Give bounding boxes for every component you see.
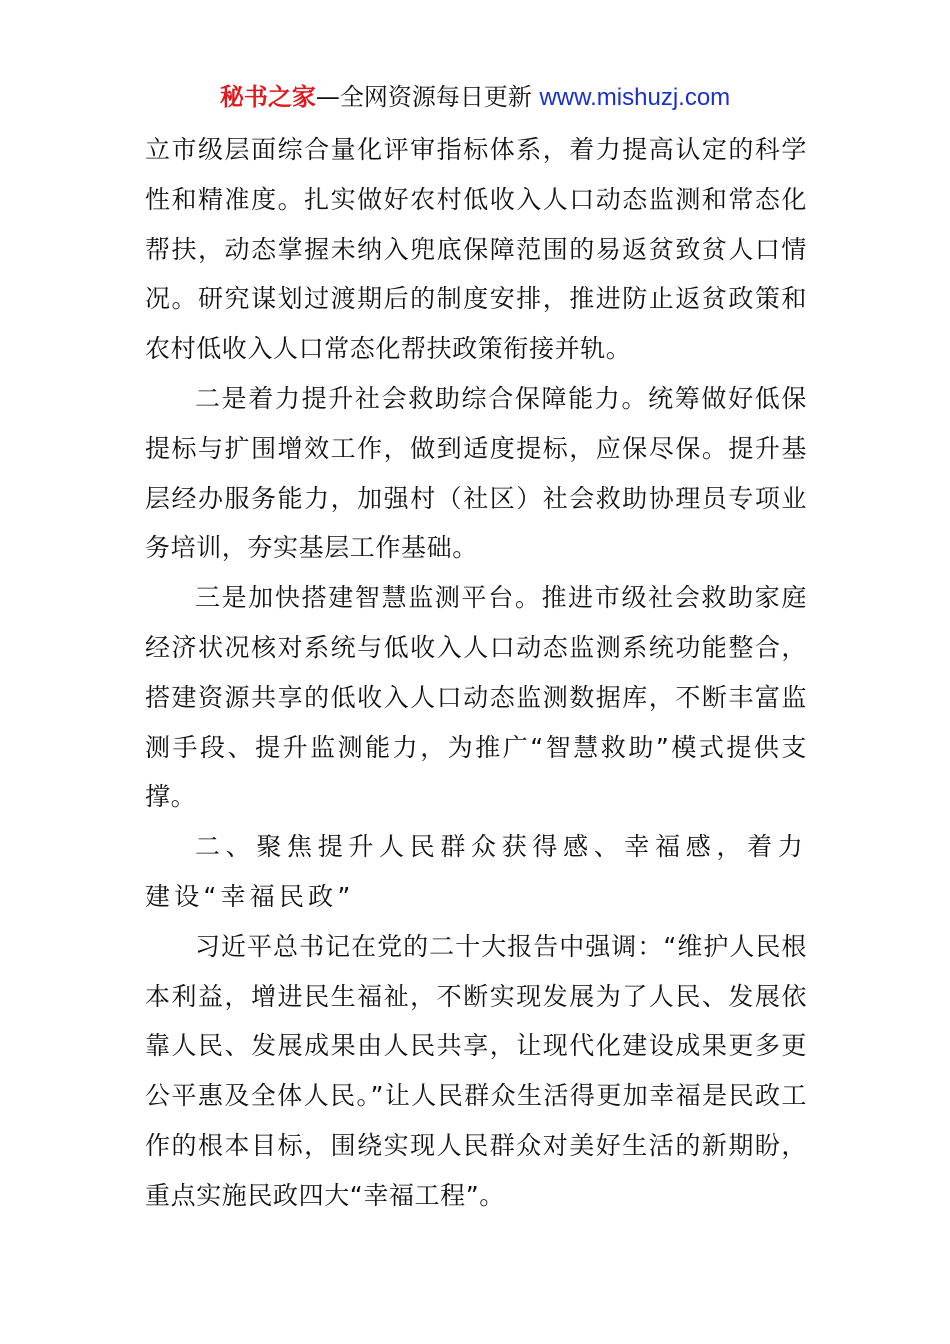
site-header — [0, 80, 950, 115]
site-url[interactable]: www.mishuzj.com — [539, 84, 731, 111]
brand-name: 秘书之家 — [219, 83, 316, 111]
header-slogan: —全网资源每日更新 — [315, 83, 532, 111]
document-body — [145, 125, 807, 1221]
paragraph-quote: 习近平总书记在党的二十大报告中强调：“维护人民根本利益，增进民生福祉，不断实现发展为了人民、发展依靠人民、发展成果由人民共享，让现代化建设成果更多更公平惠及全体人民。”让人民群众生活得更加幸福是民政工作的根本目标，围绕实现人民群众对美好生活的新期盼，重点实施民政四大“幸福工程”。 — [145, 931, 807, 1210]
paragraph-point-two: 二是着力提升社会救助综合保障能力。统筹做好低保提标与扩围增效工作，做到适度提标，应保尽保。提升基层经办服务能力，加强村（社区）社会救助协理员专项业务培训，夯实基层工作基础。 — [145, 383, 807, 563]
paragraph-continuation: 立市级层面综合量化评审指标体系，着力提高认定的科学性和精准度。扎实做好农村低收入人口动态监测和常态化帮扶，动态掌握未纳入兜底保障范围的易返贫致贫人口情况。研究谋划过渡期后的制度安排，推进防止返贫政策和农村低收入人口常态化帮扶政策衔接并轨。 — [145, 135, 807, 364]
paragraph-point-three: 三是加快搭建智慧监测平台。推进市级社会救助家庭经济状况核对系统与低收入人口动态监测系统功能整合，搭建资源共享的低收入人口动态监测数据库，不断丰富监测手段、提升监测能力，为推广“智慧救助”模式提供支撑。 — [145, 583, 807, 812]
section-heading: 二、聚焦提升人民群众获得感、幸福感，着力建设“幸福民政” — [145, 832, 807, 911]
